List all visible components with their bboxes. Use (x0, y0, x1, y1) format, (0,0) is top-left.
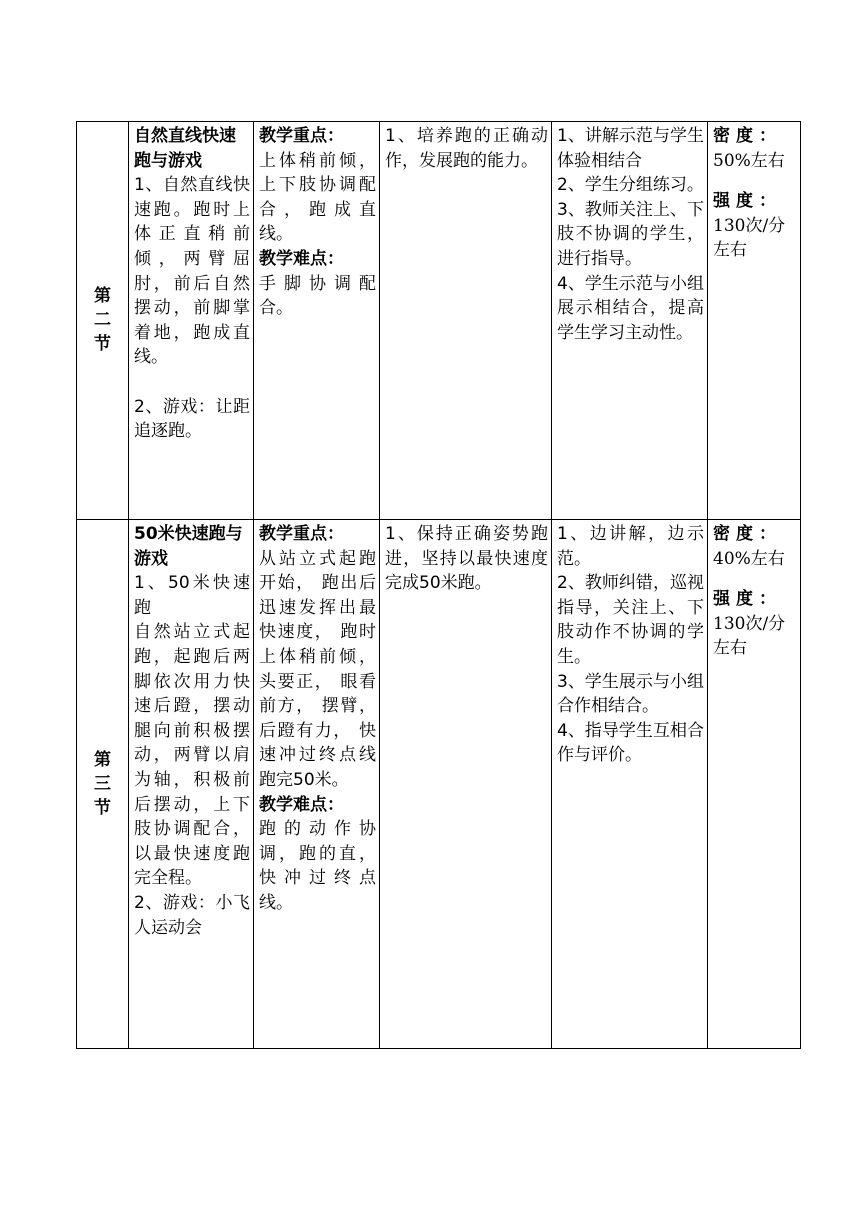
key-points-cell (254, 520, 380, 1049)
goal-cell (380, 520, 552, 1049)
intensity-label: 强度： (713, 191, 782, 212)
content-paragraph: 1、自然直线快速跑。跑时上体正直稍前倾，两臂屈肘，前后自然摆动，前脚掌着地，跑成直线。 (134, 175, 250, 368)
goal-cell (380, 122, 552, 520)
goal-text: 1、培养跑的正确动作，发展跑的能力。 (385, 126, 548, 171)
method-item: 3、学生展示与小组合作相结合。 (557, 671, 704, 717)
difficulty-text: 手脚协调配合。 (259, 273, 376, 319)
load-cell (708, 520, 801, 1049)
content-paragraph: 2、游戏：小飞人运动会 (134, 892, 250, 938)
table-row (77, 520, 801, 1049)
goal-text: 1、保持正确姿势跑进，坚持以最快速度完成50米跑。 (385, 524, 548, 594)
method-item: 3、教师关注上、下肢不协调的学生， 进行指导。 (557, 199, 704, 269)
table-row (77, 122, 801, 520)
method-item: 1、讲解示范与学生体验相结合 (557, 126, 704, 171)
intensity-value: 130次/分左右 (713, 613, 786, 659)
intensity-label: 强度： (713, 589, 782, 610)
method-item: 2、学生分组练习。 (557, 175, 704, 196)
method-item: 1、边讲解，边示范。 (557, 524, 704, 569)
content-paragraph: 2、游戏：让距追逐跑。 (134, 396, 250, 442)
content-paragraph: 自然站立式起跑，起跑后两脚依次用力快速后蹬，摆动腿向前积极摆动，两臂以肩为轴，积极前后摆动，上下肢协调配合，以最快速度跑完全程。 (134, 622, 250, 889)
key-point-label: 教学重点： (259, 126, 344, 146)
load-cell (708, 122, 801, 520)
content-cell (129, 122, 254, 520)
section-label: 第二节 (94, 286, 111, 355)
content-title: 自然直线快速跑与游戏 (134, 126, 236, 171)
key-point-label: 教学重点： (259, 524, 344, 544)
density-value: 50%左右 (713, 150, 785, 171)
methods-cell (552, 520, 708, 1049)
section-cell (77, 520, 129, 1049)
difficulty-label: 教学难点： (259, 248, 344, 269)
section-cell (77, 122, 129, 520)
section-label: 第三节 (94, 749, 111, 818)
method-item: 4、学生示范与小组展示相结合，提高学生学习主动性。 (557, 273, 704, 343)
content-title: 50米快速跑与游戏 (134, 524, 243, 569)
intensity-value: 130次/分左右 (713, 215, 786, 261)
density-label: 密度： (713, 126, 782, 146)
density-value: 40%左右 (713, 548, 785, 569)
key-point-text: 从站立式起跑开始， 跑出后迅速发挥出最快速度， 跑时上体稍前倾，头要正， 眼看前方， 摆臂， 后蹬有力， 快速冲过终点线跑完50米。 (259, 548, 376, 790)
content-cell (129, 520, 254, 1049)
difficulty-label: 教学难点： (259, 794, 344, 815)
density-label: 密度： (713, 524, 782, 544)
key-point-text: 上体稍前倾， 上下肢协调配合，跑成直线。 (259, 150, 376, 245)
lesson-plan-table (76, 121, 801, 1049)
content-paragraph: 1、50米快速跑 (134, 573, 250, 618)
method-item: 4、指导学生互相合作与评价。 (557, 720, 704, 766)
key-points-cell (254, 122, 380, 520)
method-item: 2、教师纠错，巡视指导，关注上、下肢动作不协调的学生。 (557, 573, 704, 667)
difficulty-text: 跑的动作协调，跑的直，快冲过终点线。 (259, 819, 376, 913)
methods-cell (552, 122, 708, 520)
